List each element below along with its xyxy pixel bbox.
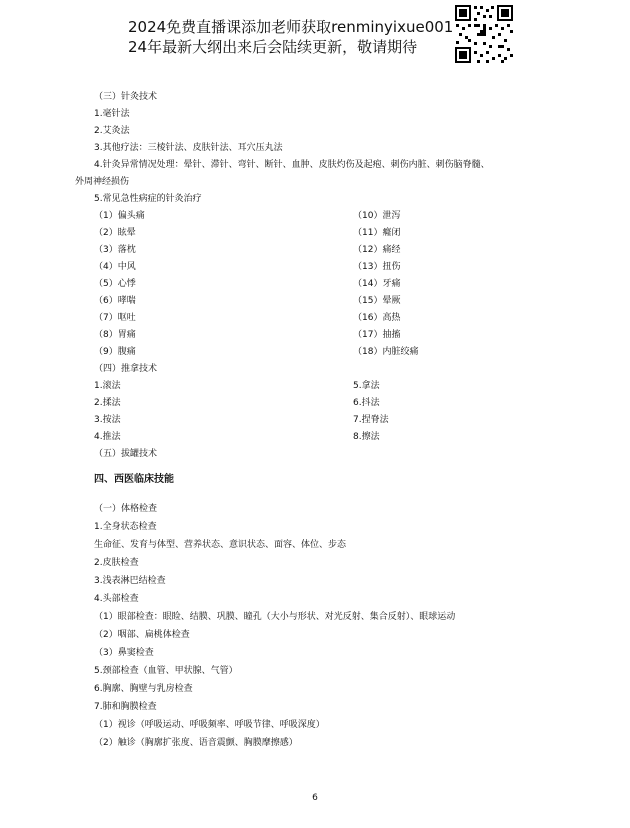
- list-item: 5.常见急性病症的针灸治疗: [94, 194, 202, 204]
- list-item: 生命征、发育与体型、营养状态、意识状态、面容、体位、步态: [94, 540, 347, 550]
- left-col-item: （7）呕吐: [94, 313, 136, 323]
- section-title-physical-exam: （一）体格检查: [94, 504, 158, 514]
- left-col-item: （8）胃痛: [94, 330, 136, 340]
- list-item: （1）眼部检查：眼睑、结膜、巩膜、瞳孔（大小与形状、对光反射、集合反射）、眼球运动: [94, 612, 456, 622]
- list-item: （2）咽部、扁桃体检查: [94, 630, 190, 640]
- left-col-item: （5）心悸: [94, 279, 136, 289]
- left-col-item: （2）眩晕: [94, 228, 136, 238]
- list-item: （3）鼻窦检查: [94, 648, 154, 658]
- list-item: （2）触诊（胸廓扩张度、语音震颤、胸膜摩擦感）: [94, 738, 298, 748]
- left-col-item: （4）中风: [94, 262, 136, 272]
- right-col-item: （14）牙痛: [353, 279, 401, 289]
- list-item: 7.肺和胸膜检查: [94, 702, 157, 712]
- right-col-item: 6.抖法: [353, 398, 380, 408]
- qr-code-image: [454, 4, 514, 64]
- list-item: 3.其他疗法：三棱针法、皮肤针法、耳穴压丸法: [94, 143, 283, 153]
- right-col-item: （15）晕厥: [353, 296, 401, 306]
- list-item: 2.皮肤检查: [94, 558, 139, 568]
- right-col-item: （11）癃闭: [353, 228, 401, 238]
- left-col-item: 1.滚法: [94, 381, 121, 391]
- left-col-item: 2.揉法: [94, 398, 121, 408]
- header-promo-line-2: 24年最新大纲出来后会陆续更新，敬请期待: [128, 38, 418, 56]
- right-col-item: 8.擦法: [353, 432, 380, 442]
- right-col-item: （18）内脏绞痛: [353, 347, 419, 357]
- list-item: 1.全身状态检查: [94, 522, 157, 532]
- left-col-item: （6）哮喘: [94, 296, 136, 306]
- left-col-item: （1）偏头痛: [94, 211, 145, 221]
- right-col-item: （10）泄泻: [353, 211, 401, 221]
- section-title-tuina: （四）推拿技术: [94, 364, 158, 374]
- page-number: 6: [312, 793, 318, 803]
- section-title-acupuncture: （三）针灸技术: [94, 92, 158, 102]
- right-col-item: 7.捏脊法: [353, 415, 389, 425]
- left-col-item: 3.按法: [94, 415, 121, 425]
- list-item: 4.针灸异常情况处理：晕针、滞针、弯针、断针、血肿、皮肤灼伤及起疱、刺伤内脏、刺伤脑脊髓、: [94, 160, 490, 170]
- part-title-western-clinical: 四、西医临床技能: [94, 474, 174, 485]
- left-col-item: （9）腹痛: [94, 347, 136, 357]
- list-item: 5.颈部检查（血管、甲状腺、气管）: [94, 666, 238, 676]
- section-title-cupping: （五）拔罐技术: [94, 449, 158, 459]
- list-item-continuation: 外周神经损伤: [75, 177, 130, 187]
- left-col-item: （3）落枕: [94, 245, 136, 255]
- list-item: 6.胸廓、胸壁与乳房检查: [94, 684, 193, 694]
- left-col-item: 4.推法: [94, 432, 121, 442]
- right-col-item: （13）扭伤: [353, 262, 401, 272]
- list-item: 1.毫针法: [94, 109, 130, 119]
- right-col-item: 5.拿法: [353, 381, 380, 391]
- right-col-item: （12）痛经: [353, 245, 401, 255]
- list-item: 4.头部检查: [94, 594, 139, 604]
- right-col-item: （17）抽搐: [353, 330, 401, 340]
- right-col-item: （16）高热: [353, 313, 401, 323]
- list-item: 2.艾灸法: [94, 126, 130, 136]
- list-item: （1）视诊（呼吸运动、呼吸频率、呼吸节律、呼吸深度）: [94, 720, 325, 730]
- header-promo-line-1: 2024免费直播课添加老师获取renminyixue001: [128, 18, 454, 36]
- list-item: 3.浅表淋巴结检查: [94, 576, 166, 586]
